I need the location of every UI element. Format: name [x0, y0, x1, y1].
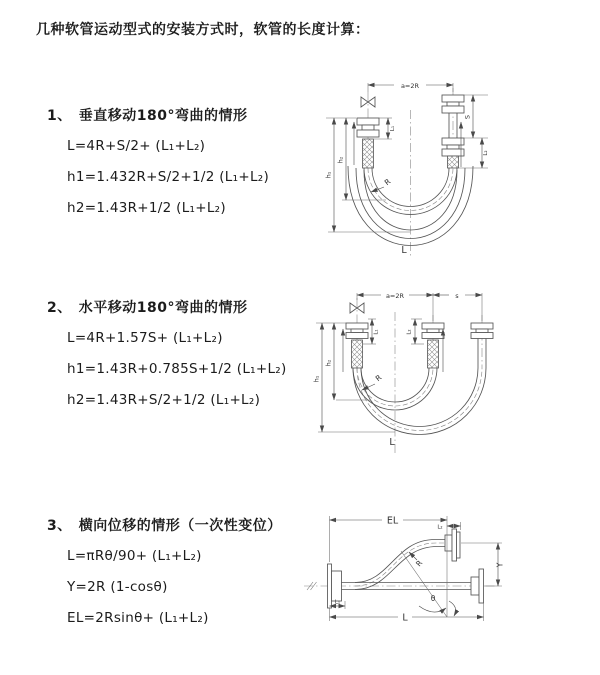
dim-label-y: Y [495, 562, 505, 568]
diagram-vertical-bend-180 [312, 72, 590, 262]
section-1 [47, 105, 327, 218]
section-number: 1、 [47, 108, 72, 124]
length-label: L [401, 245, 407, 256]
formula-line: h2=1.43R+S/2+1/2 (L₁+L₂) [67, 392, 261, 408]
s-curve-hose [355, 540, 445, 590]
section-3-heading [47, 515, 327, 535]
dim-label-a2r: a=2R [385, 291, 405, 300]
formula-line: EL=2Rsinθ+ (L₁+L₂) [67, 610, 209, 626]
radius-label: R [373, 372, 384, 384]
dim-label-s: s [455, 291, 459, 300]
radius-label: R [413, 558, 425, 569]
centerlines [368, 88, 453, 258]
dim-label-s: S [463, 114, 472, 120]
diagram-horizontal-bend-180 [312, 282, 590, 460]
dimension-lines [330, 516, 505, 624]
middle-pipe-fitting [422, 323, 444, 368]
diagram-lateral-displacement [300, 505, 590, 673]
dim-label-a2r: a=2R [400, 81, 420, 90]
dim-label-l: L [402, 612, 408, 624]
dim-label-l1: L₁ [390, 125, 396, 132]
section-heading-text: 垂直移动180°弯曲的情形 [78, 108, 248, 124]
section-3 [47, 515, 327, 628]
dim-label-h2: h₂ [336, 156, 345, 164]
length-label: L [389, 437, 395, 448]
right-flange [471, 569, 484, 603]
dim-label-l2: L₂ [483, 150, 489, 156]
section-heading-text: 水平移动180°弯曲的情形 [78, 300, 248, 316]
dimension-lines [313, 292, 483, 448]
dim-label-h1: h₁ [312, 375, 321, 383]
left-pipe-fitting [357, 118, 379, 168]
angle-label: θ [430, 594, 436, 603]
formula-line: h1=1.43R+0.785S+1/2 (L₁+L₂) [67, 361, 287, 377]
section-heading-text: 横向位移的情形（一次性变位） [78, 518, 282, 534]
dim-label-l1: L₁ [334, 599, 341, 606]
section-number: 3、 [47, 518, 72, 534]
dim-label-el: EL [386, 515, 399, 527]
section-2-heading [47, 297, 327, 317]
dim-label-l2: L₂ [406, 329, 413, 335]
dim-label-l1: L₁ [373, 329, 380, 335]
formula-line: L=πRθ/90+ (L₁+L₂) [67, 548, 202, 564]
section-number: 2、 [47, 300, 72, 316]
dim-label-h2: h₂ [324, 359, 333, 367]
formula-line: Y=2R (1-cosθ) [67, 579, 168, 595]
section-2 [47, 297, 327, 410]
hose-bend [353, 368, 486, 435]
formula-line: h1=1.432R+S/2+1/2 (L₁+L₂) [67, 169, 270, 185]
dim-label-h1: h₁ [324, 171, 333, 179]
section-1-heading [47, 105, 327, 125]
left-pipe-fitting [346, 323, 368, 368]
formula-line: h2=1.43R+1/2 (L₁+L₂) [67, 200, 226, 216]
formula-line: L=4R+S/2+ (L₁+L₂) [67, 138, 206, 154]
dim-label-l2: L₂ [437, 524, 443, 531]
document-title: 几种软管运动型式的安装方式时，软管的长度计算： [36, 22, 370, 38]
radius-label: R [382, 176, 393, 188]
formula-line: L=4R+1.57S+ (L₁+L₂) [67, 330, 223, 346]
